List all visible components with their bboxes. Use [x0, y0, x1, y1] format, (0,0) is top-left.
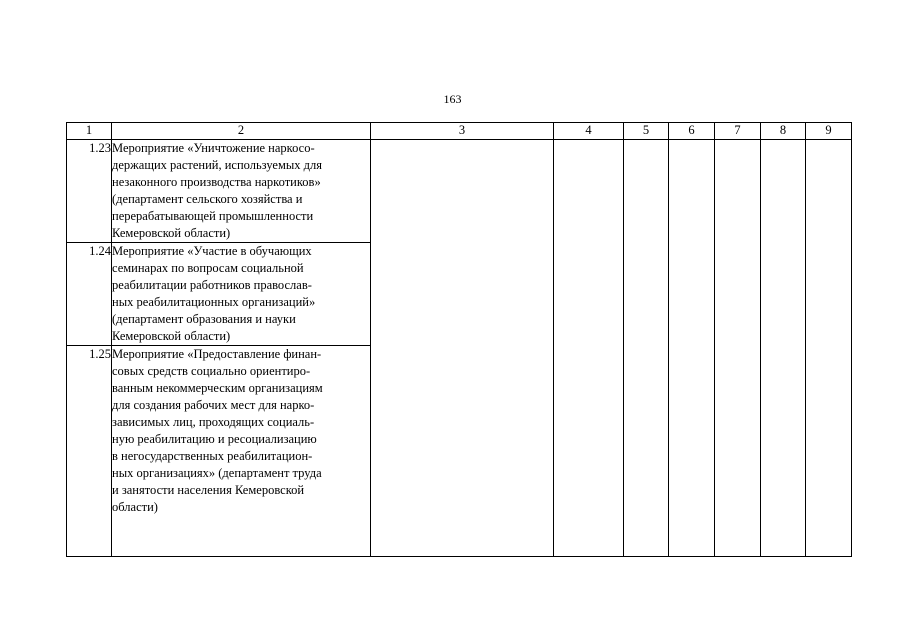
- description-line: Мероприятие «Участие в обучающих: [112, 244, 312, 258]
- description-line: (департамент сельского хозяйства и: [112, 192, 303, 206]
- description-line: Кемеровской области): [112, 329, 231, 343]
- description-line: в негосударственных реабилитацион-: [112, 449, 313, 463]
- description-line: Мероприятие «Предоставление финан-: [112, 347, 322, 361]
- description-line: семинарах по вопросам социальной: [112, 261, 304, 275]
- description-line: Мероприятие «Уничтожение наркосо-: [112, 141, 315, 155]
- page-number: 163: [443, 92, 462, 106]
- empty-cell-col5: [624, 140, 669, 557]
- description-line: ных реабилитационных организаций»: [112, 295, 316, 309]
- description-line: зависимых лиц, проходящих социаль-: [112, 415, 315, 429]
- empty-cell-col8: [761, 140, 806, 557]
- description-line: незаконного производства наркотиков»: [112, 175, 321, 189]
- description-line: перерабатывающей промышленности: [112, 209, 314, 223]
- measures-table: [66, 122, 852, 557]
- column-header: 3: [371, 123, 554, 140]
- column-header: 4: [554, 123, 624, 140]
- column-header: 2: [112, 123, 371, 140]
- column-header: 8: [761, 123, 806, 140]
- row-number: 1.24: [67, 243, 112, 346]
- description-line: для создания рабочих мест для нарко-: [112, 398, 315, 412]
- empty-cell-col4: [554, 140, 624, 557]
- column-header: 1: [67, 123, 112, 140]
- empty-cell-col9: [806, 140, 852, 557]
- table-row: [67, 140, 852, 243]
- description-line: совых средств социально ориентиро-: [112, 364, 311, 378]
- table-header-row: [67, 123, 852, 140]
- column-header: 7: [715, 123, 761, 140]
- description-line: и занятости населения Кемеровской: [112, 483, 305, 497]
- description-line: Кемеровской области): [112, 226, 231, 240]
- description-line: области): [112, 500, 158, 514]
- column-header: 9: [806, 123, 852, 140]
- column-header: 6: [669, 123, 715, 140]
- description-line: ных организациях» (департамент труда: [112, 466, 322, 480]
- description-line: держащих растений, используемых для: [112, 158, 322, 172]
- row-number: 1.25: [67, 346, 112, 557]
- empty-cell-col6: [669, 140, 715, 557]
- row-number: 1.23: [67, 140, 112, 243]
- row-description: [112, 140, 371, 243]
- row-description: [112, 346, 371, 557]
- empty-cell-col3: [371, 140, 554, 557]
- row-description: [112, 243, 371, 346]
- column-header: 5: [624, 123, 669, 140]
- empty-cell-col7: [715, 140, 761, 557]
- description-line: ванным некоммерческим организациям: [112, 381, 323, 395]
- description-line: (департамент образования и науки: [112, 312, 296, 326]
- description-line: ную реабилитацию и ресоциализацию: [112, 432, 317, 446]
- description-line: реабилитации работников православ-: [112, 278, 312, 292]
